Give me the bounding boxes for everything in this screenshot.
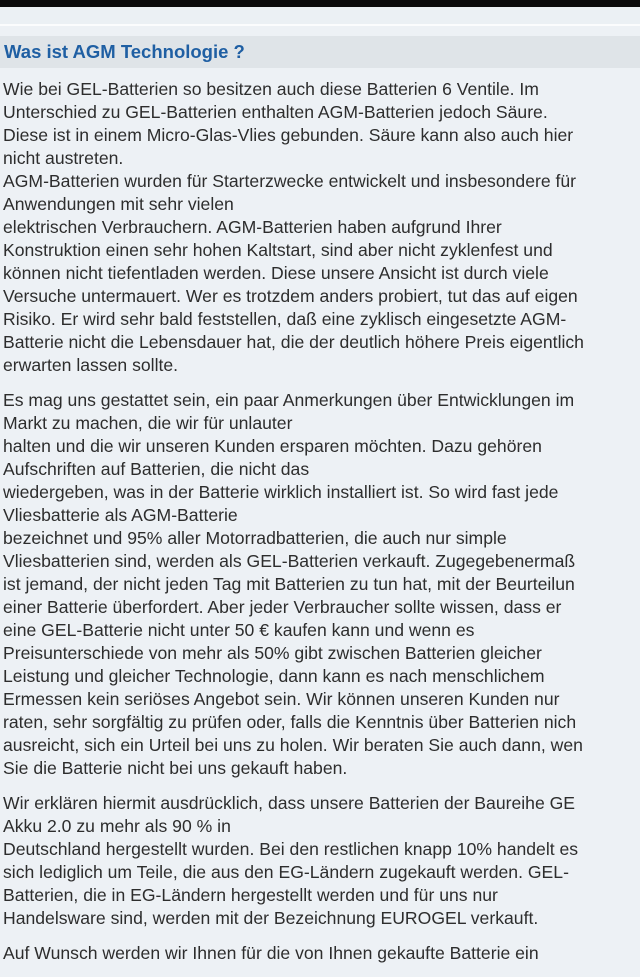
text-line: Konstruktion einen sehr hohen Kaltstart, sind aber nicht zyklenfest und xyxy=(3,240,553,260)
text-line: Vliesbatterien sind, werden als GEL-Batterien verkauft. Zugegebenermaß xyxy=(3,551,576,571)
text-line: Aufschriften auf Batterien, die nicht das xyxy=(3,459,310,479)
text-line: Batterie nicht die Lebensdauer hat, die der deutlich höhere Preis eigentlich xyxy=(3,332,584,352)
text-line: AGM-Batterien wurden für Starterzwecke entwickelt und insbesondere für xyxy=(3,171,577,191)
article-body xyxy=(3,78,640,977)
section-heading: Was ist AGM Technologie ? xyxy=(4,41,245,62)
text-line: nicht austreten. xyxy=(3,148,124,168)
browser-top-band xyxy=(0,7,640,24)
text-line: Unterschied zu GEL-Batterien enthalten AGM-Batterien jedoch Säure. xyxy=(3,102,548,122)
text-line: Akku 2.0 zu mehr als 90 % in xyxy=(3,816,231,836)
text-line: Ermessen kein seriöses Angebot sein. Wir können unseren Kunden nur xyxy=(3,689,560,709)
status-bar xyxy=(0,0,640,7)
text-line: Vliesbatterie als AGM-Batterie xyxy=(3,505,238,525)
text-line: Preisunterschiede von mehr als 50% gibt zwischen Batterien gleicher xyxy=(3,643,542,663)
paragraph-on-request xyxy=(3,942,640,965)
text-line: Auf Wunsch werden wir Ihnen für die von Ihnen gekaufte Batterie ein xyxy=(3,943,539,963)
text-line: Sie die Batterie nicht bei uns gekauft haben. xyxy=(3,758,348,778)
text-line: raten, sehr sorgfältig zu prüfen oder, falls die Kenntnis über Batterien nich xyxy=(3,712,577,732)
text-line: ausreicht, sich ein Urteil bei uns zu holen. Wir beraten Sie auch dann, wen xyxy=(3,735,583,755)
text-line: Markt zu machen, die wir für unlauter xyxy=(3,413,293,433)
text-line: einer Batterie überfordert. Aber jeder Verbraucher sollte wissen, dass er xyxy=(3,597,562,617)
text-line: Versuche untermauert. Wer es trotzdem anders probiert, tut das auf eigen xyxy=(3,286,578,306)
text-line: Deutschland hergestellt wurden. Bei den restlichen knapp 10% handelt es xyxy=(3,839,579,859)
text-line: können nicht tiefentladen werden. Diese unsere Ansicht ist durch viele xyxy=(3,263,549,283)
text-line: Wir erklären hiermit ausdrücklich, dass unsere Batterien der Baureihe GE xyxy=(3,793,576,813)
paragraph-market-notes xyxy=(3,389,640,780)
text-line: halten und die wir unseren Kunden ersparen möchten. Dazu gehören xyxy=(3,436,542,456)
text-line: elektrischen Verbrauchern. AGM-Batterien haben aufgrund Ihrer xyxy=(3,217,502,237)
text-line: Wie bei GEL-Batterien so besitzen auch diese Batterien 6 Ventile. Im xyxy=(3,79,539,99)
paragraph-agm-intro xyxy=(3,78,640,377)
text-line: sich lediglich um Teile, die aus den EG-Ländern zugekauft werden. GEL- xyxy=(3,862,569,882)
text-line: Risiko. Er wird sehr bald feststellen, daß eine zyklisch eingesetzte AGM- xyxy=(3,309,567,329)
text-line: Handelsware sind, werden mit der Bezeichnung EUROGEL verkauft. xyxy=(3,908,539,928)
text-line: Es mag uns gestattet sein, ein paar Anmerkungen über Entwicklungen im xyxy=(3,390,575,410)
text-line: Batterien, die in EG-Ländern hergestellt werden und für uns nur xyxy=(3,885,498,905)
text-line: Diese ist in einem Micro-Glas-Vlies gebunden. Säure kann also auch hier xyxy=(3,125,574,145)
text-line: eine GEL-Batterie nicht unter 50 € kaufen kann und wenn es xyxy=(3,620,475,640)
text-line: wiedergeben, was in der Batterie wirklich installiert ist. So wird fast jede xyxy=(3,482,559,502)
top-divider xyxy=(0,24,640,26)
text-line: ist jemand, der nicht jeden Tag mit Batterien zu tun hat, mit der Beurteilun xyxy=(3,574,575,594)
text-line: erwarten lassen sollte. xyxy=(3,355,179,375)
text-line: bezeichnet und 95% aller Motorradbatterien, die auch nur simple xyxy=(3,528,507,548)
text-line: Leistung und gleicher Technologie, dann kann es nach menschlichem xyxy=(3,666,545,686)
text-line: Anwendungen mit sehr vielen xyxy=(3,194,234,214)
paragraph-made-in-germany xyxy=(3,792,640,930)
